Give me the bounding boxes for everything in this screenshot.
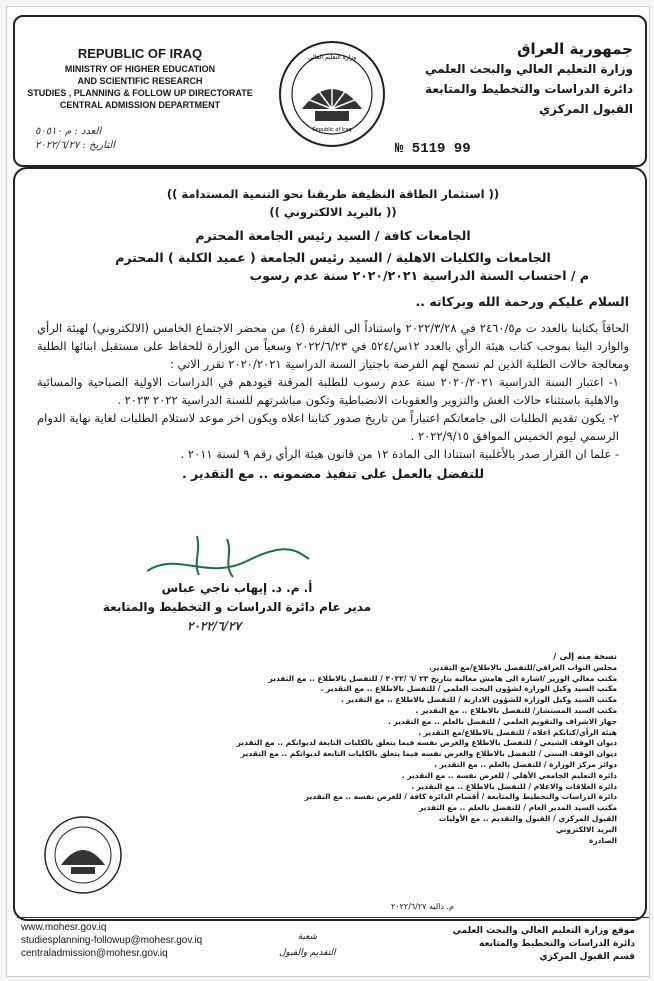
cc-line: دائرة الدراسات والتخطيط والمتابعة / أقسام الدائرة كافة / للغرض نفسه .. مع التقدير <box>304 792 617 802</box>
cc-line: مكتب السيد وكيل الوزارة للشؤون الادارية / للتفضل بالاطلاع .. مع التقدير . <box>340 695 617 705</box>
letterhead <box>13 15 647 167</box>
addressee-1: الجامعات كافة / السيد رئيس الجامعة المحترم <box>195 228 471 243</box>
ministry-stamp-icon <box>43 815 123 895</box>
copies-list <box>57 652 617 846</box>
footer-contacts <box>21 921 202 960</box>
letterhead-english <box>25 45 255 111</box>
en-line: REPUBLIC OF IRAQ <box>77 46 203 61</box>
ar-line: القبول المركزي <box>539 102 633 116</box>
signature-date: ٢٠٢٢/٦/٢٧ <box>187 619 241 633</box>
paragraph-1: الحاقاً بكتابنا بالعدد ت م٢٤٦٠/٥ في ٢٠٢٢/٣/٢٨ واستناداً الى الفقرة (٤) من محضر الاجتماع الخامس (الالكتروني) لهيئة الرأي والوارد الينا بموجب كتاب هيئة الرأي بالعدد ١٢س/٥٢٤ في ٢٠٢٢/٦/٢٣ وسعياً من الوزارة للحفاظ على مستقبل ابنائها الطلبة ومعالجة حالات الطلبة الذين لم تسمح لهم الفرصة باجتياز السنة الدراسية ٢٠٢٠/٢٠٢١ تقرر الاتي : <box>37 321 629 371</box>
decision-item-2: ٢- يكون تقديم الطلبات الى جامعاتكم اعتباراً من تاريخ صدور كتابنا اعلاه ويكون اخر موعد لاستلام الطلبات لغاية نهاية الدوام الرسمي ليوم الخميس الموافق ٢٠٢٢/٩/١٥ . <box>37 411 619 443</box>
ar-line: دائرة الدراسات والتخطيط والمتابعة <box>425 82 633 96</box>
slogan: (( استثمار الطاقة النظيفة طريقنا نحو التنمية المستدامة )) <box>166 187 500 201</box>
letterhead-arabic <box>403 39 633 119</box>
greeting: السلام عليكم ورحمة الله وبركاته .. <box>415 294 629 309</box>
cc-line: دائرة التعليم الجامعي الأهلي / للغرض نفسه .. مع التقدير . <box>401 770 617 780</box>
cc-line: جهاز الاشراف والتقويم العلمي / للتفضل بالعلم .. مع التقدير . <box>387 716 617 726</box>
website-link[interactable]: www.mohesr.gov.iq <box>21 922 107 933</box>
footer-ar-line: دائرة الدراسات والتخطيط والمتابعة <box>479 939 635 949</box>
ar-line: جمهورية العراق <box>517 40 633 58</box>
reference-date: التاريخ : ٢٠٢٢/٦/٢٧ <box>35 140 116 151</box>
drafter-date: م. داليه ٢٠٢٢/٦/٢٧ <box>391 902 454 911</box>
subject-line: م / احتساب السنة الدراسية ٢٠٢٠/٢٠٢١ سنة عدم رسوب <box>249 268 589 283</box>
closing-line: للتفضل بالعمل على تنفيذ مضمونه .. مع التقدير . <box>181 466 485 481</box>
cc-line: ديوان الوقف الشيعي / للتفضل بالاطلاع والغرض نفسه فيما يتعلق بالكليات التابعة لديوانكم .. مع التقدير <box>236 738 617 748</box>
footer-arabic <box>453 925 635 964</box>
note-line: - علما ان القرار صدر بالأغلبية استنادا الى المادة ١٢ من قانون هيئة الرأي رقم ٩ لسنة ٢٠١١ . <box>180 447 619 461</box>
footer-divider <box>17 917 649 918</box>
cc-heading: نسخة منه إلى / <box>553 652 617 662</box>
en-line: AND SCIENTIFIC RESEARCH <box>77 76 203 86</box>
cc-line: مجلس النواب العراقي/للتفضل بالاطلاع/مع التقدير. <box>428 662 617 672</box>
ministry-seal-icon <box>277 39 387 149</box>
email-link[interactable]: centraladmission@mohesr.gov.iq <box>21 948 168 959</box>
footer-ar-line: موقع وزارة التعليم العالي والبحث العلمي <box>452 926 635 936</box>
cc-line: هيئة الرأي/كتابكم اعلاه / للتفضل بالاطلاع/مع التقدير . <box>418 727 617 737</box>
svg-text:وزارة التعليم العالي: وزارة التعليم العالي <box>307 54 357 61</box>
addressee-2: الجامعات والكليات الاهلية / السيد رئيس الجامعة ( عميد الكلية ) المحترم <box>115 250 551 265</box>
reference-number-area <box>35 125 225 153</box>
cc-line: القبول المركزي / القبول والتقديم .. مع الأوليات <box>438 813 617 823</box>
decision-item-1: ١- اعتبار السنة الدراسية ٢٠٢٠/٢٠٢١ سنة عدم رسوب للطلبة المرقنة قيودهم في الدراسات الاولية الصباحية والمسائية والاهلية باستثناء حالات الغش والتزوير والعقوبات الانضباطية وتكون مباشرتهم للسنة الدراسية ٢٠٢٢ ٢٠٢٣ . <box>37 375 619 407</box>
serial-number: № 5119 99 <box>395 141 471 157</box>
cc-line: دائرة العلاقات والاعلام / للتفضل بالاطلاع .. مع التقدير . <box>411 781 617 791</box>
en-line: STUDIES , PLANNING & FOLLOW UP DIRECTORATE <box>27 88 253 98</box>
cc-line: مكتب السيد المستشار/ للتفضل بالاطلاع .. مع التقدير . <box>415 705 617 715</box>
letter-body <box>37 185 629 483</box>
delivery-method: (( بالبريد الالكتروني )) <box>269 205 397 219</box>
footer-mid-line: التقديم والقبول <box>279 948 336 958</box>
reference-number: العدد : م ٥٠٥١٠ <box>35 126 102 137</box>
en-line: CENTRAL ADMISSION DEPARTMENT <box>59 100 221 110</box>
cc-line: مكتب السيد وكيل الوزارة لشؤون البحث العلمي / للتفضل بالاطلاع .. مع التقدير . <box>320 684 617 694</box>
footer-ar-line: قسم القبول المركزي <box>539 952 635 962</box>
footer-mid-line: شعبة <box>297 932 318 942</box>
cc-line: مكتب معالي الوزير /اشارة الى هامش معاليه بتاريخ ٢٣ /٦ /٢٠٢٢ / للتفضل بالاطلاع .. مع التقدير <box>268 673 617 683</box>
svg-text:Republic of Iraq: Republic of Iraq <box>312 127 352 133</box>
footer-stamp-text <box>279 929 336 961</box>
email-link[interactable]: studiesplanning-followup@mohesr.gov.iq <box>21 935 203 946</box>
signer-name: أ. م. د. إيهاب ناجي عباس <box>161 581 313 595</box>
en-line: MINISTRY OF HIGHER EDUCATION <box>64 64 216 74</box>
cc-line: ديوان الوقف السني / للتفضل بالاطلاع والغرض نفسه فيما يتعلق بالكليات التابعة لديوانكم .. مع التقدير <box>240 749 617 759</box>
cc-line: البريد الالكتروني <box>556 824 617 834</box>
cc-line: دوائر مركز الوزارة / للتفضل بالعلم .. مع التقدير . <box>434 759 617 769</box>
document-page <box>6 6 650 977</box>
ar-line: وزارة التعليم العالي والبحث العلمي <box>424 62 633 76</box>
cc-line: الصادرة <box>588 835 617 845</box>
signer-title: مدير عام دائرة الدراسات و التخطيط والمتابعة <box>102 600 372 614</box>
signature-block <box>87 579 387 636</box>
cc-line: مكتب السيد المدير العام / للتفضل بالعلم .. مع التقدير <box>419 803 617 813</box>
